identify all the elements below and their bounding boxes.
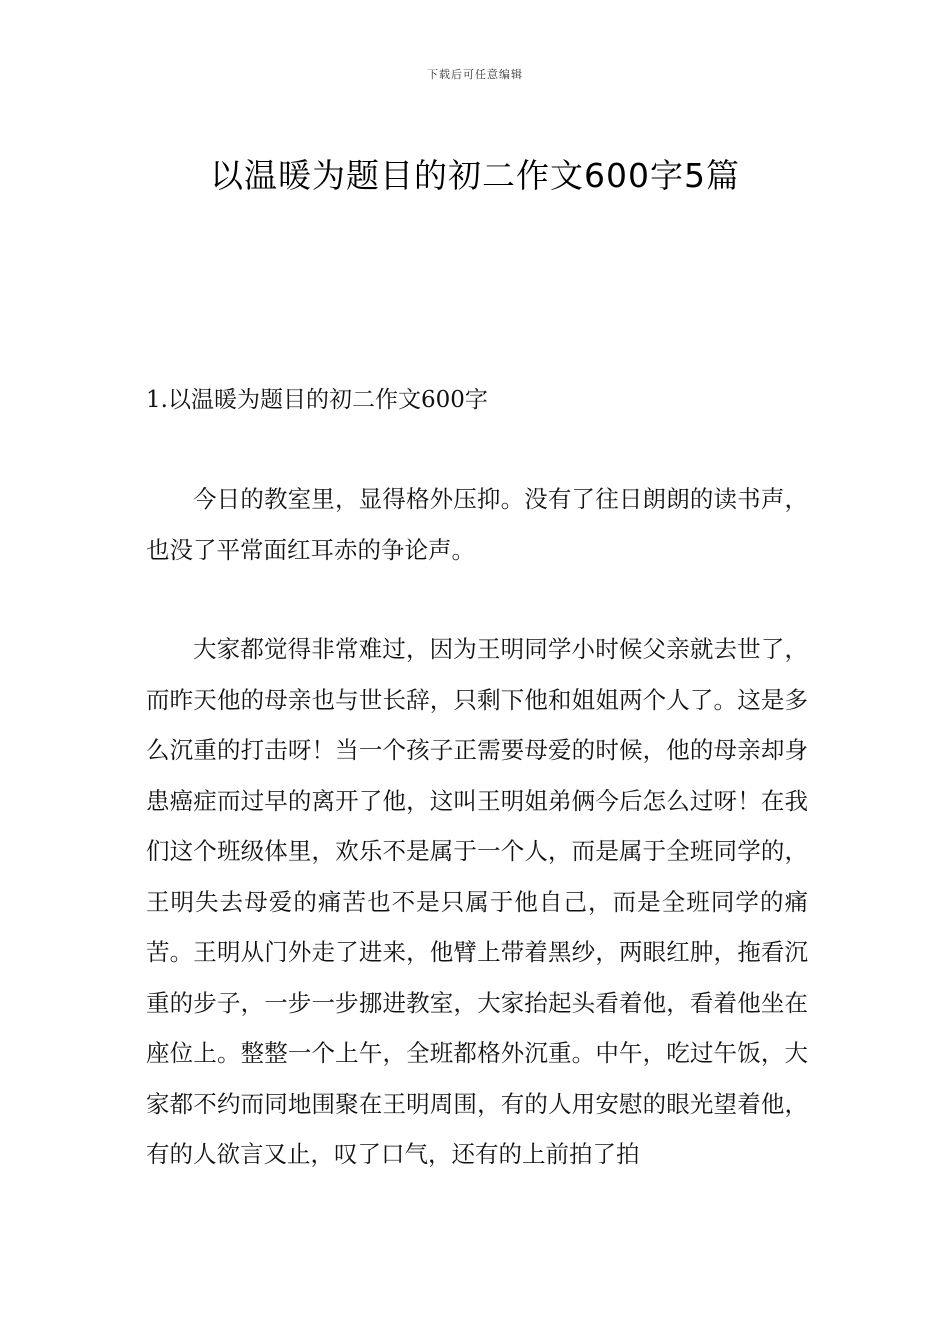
document-title: 以温暖为题目的初二作文600字5篇 xyxy=(210,156,740,196)
paragraph: 大家都觉得非常难过，因为王明同学小时候父亲就去世了，而昨天他的母亲也与世长辞，只剩下他和姐姐两个人了。这是多么沉重的打击呀！当一个孩子正需要母爱的时候，他的母亲却身患癌症而过早的离开了他，这叫王明姐弟俩今后怎么过呀！在我们这个班级体里，欢乐不是属于一个人，而是属于全班同学的，王明失去母爱的痛苦也不是只属于他自己，而是全班同学的痛苦。王明从门外走了进来，他臂上带着黑纱，两眼红肿，拖看沉重的步子，一步一步挪进教室，大家抬起头看着他，看着他坐在座位上。整整一个上午，全班都格外沉重。中午，吃过午饭，大家都不约而同地围聚在王明周围，有的人用安慰的眼光望着他，有的人欲言又止，叹了口气，还有的上前拍了拍 xyxy=(146,635,808,1168)
paragraph: 今日的教室里，显得格外压抑。没有了往日朗朗的读书声，也没了平常面红耳赤的争论声。 xyxy=(146,485,808,564)
section-heading: 1.以温暖为题目的初二作文600字 xyxy=(146,387,488,413)
header-note: 下载后可任意编辑 xyxy=(427,68,523,81)
